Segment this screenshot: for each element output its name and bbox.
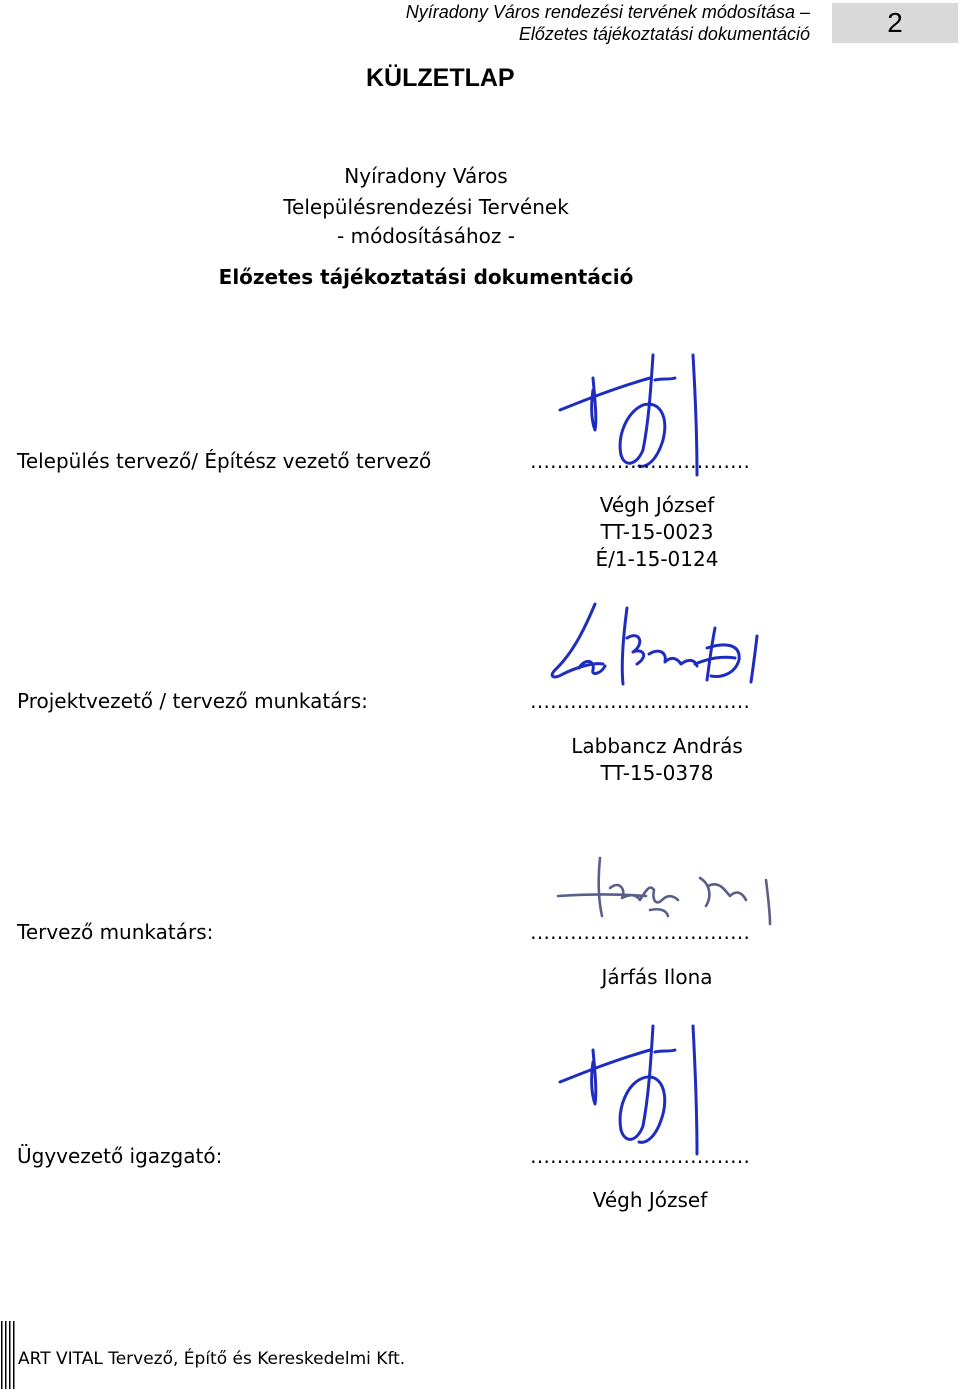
page-title: KÜLZETLAP: [366, 64, 515, 92]
footer-barcode-rule: [0, 1321, 20, 1389]
signature-dots: ……………………………: [530, 920, 750, 944]
registration-number: É/1-15-0124: [595, 547, 719, 571]
registration-number: TT-15-0378: [600, 761, 714, 785]
role-label: Tervező munkatárs:: [17, 920, 214, 944]
signature-vegh-jozsef-2: [555, 1020, 715, 1160]
role-label: Projektvezető / tervező munkatárs:: [17, 689, 368, 713]
subject-line-1: Nyíradony Város: [344, 164, 508, 188]
footer-company: ART VITAL Tervező, Építő és Kereskedelmi Kft.: [18, 1349, 406, 1369]
subject-line-4: Előzetes tájékoztatási dokumentáció: [218, 265, 634, 289]
signature-dots: ……………………………: [530, 449, 750, 473]
signature-jarfas-ilona: [550, 850, 780, 930]
registration-number: TT-15-0023: [600, 520, 714, 544]
subject-line-3: - módosításához -: [337, 224, 515, 248]
signatory-name: Végh József: [592, 1188, 708, 1212]
header-title-line2: Előzetes tájékoztatási dokumentáció: [518, 24, 810, 44]
signature-labbancz-andras: [545, 598, 775, 690]
header-title-line1: Nyíradony Város rendezési tervének módosítása –: [405, 2, 810, 22]
signature-dots: ……………………………: [530, 1144, 750, 1168]
role-label: Ügyvezető igazgató:: [17, 1144, 223, 1168]
role-label: Település tervező/ Építész vezető tervező: [17, 449, 432, 473]
signatory-name: Végh József: [599, 493, 715, 517]
signatory-name: Járfás Ilona: [601, 965, 713, 989]
signature-dots: ……………………………: [530, 689, 750, 713]
signatory-name: Labbancz András: [571, 734, 743, 758]
subject-line-2: Településrendezési Tervének: [283, 195, 569, 219]
page-number: 2: [832, 3, 958, 43]
